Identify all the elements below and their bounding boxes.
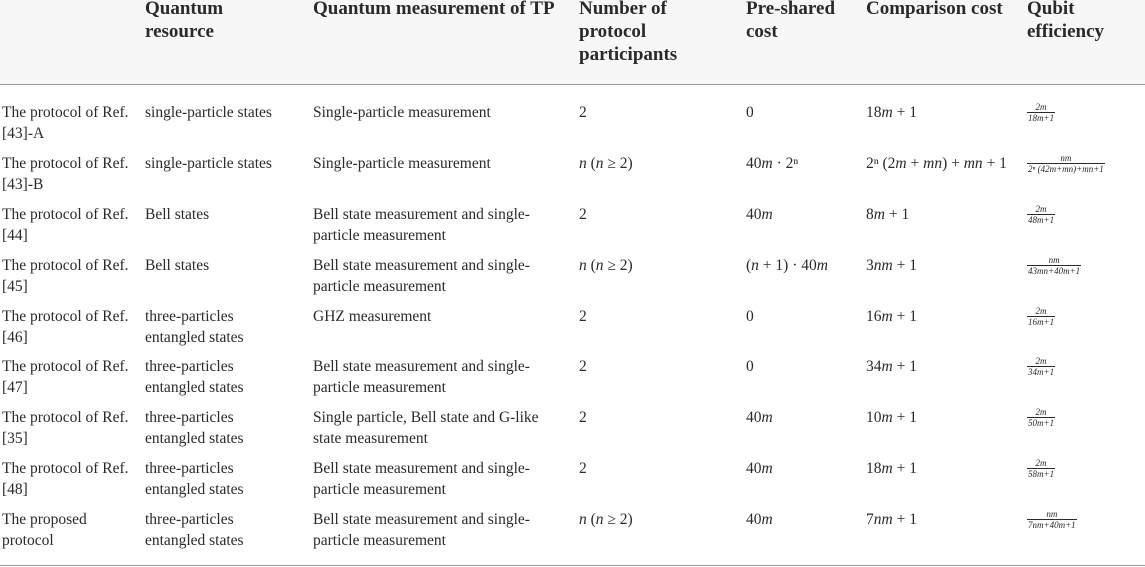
cell-participants: 2 — [579, 308, 587, 325]
cell-quantum-measurement: Bell state measurement and single-particle measurement — [313, 460, 530, 498]
cell-protocol: The protocol of Ref. [46] — [2, 308, 129, 346]
cell-comparison-cost: 16m + 1 — [866, 308, 917, 325]
header-preshared-cost: Pre-shared cost — [746, 0, 836, 42]
fraction-numerator: nm — [1046, 509, 1058, 519]
fraction-denominator: 2ⁿ (42m+mn)+mn+1 — [1028, 164, 1104, 174]
cell-participants: n (n ≥ 2) — [579, 257, 633, 274]
fraction-denominator: 7nm+40m+1 — [1028, 520, 1076, 530]
cell-participants: n (n ≥ 2) — [579, 511, 633, 528]
cell-protocol: The proposed protocol — [2, 511, 87, 549]
fraction — [1027, 458, 1055, 479]
fraction-denominator: 50m+1 — [1028, 418, 1055, 428]
cell-quantum-resource: single-particle states — [145, 155, 272, 172]
fraction-numerator: 2m — [1035, 204, 1047, 214]
cell-comparison-cost: 34m + 1 — [866, 358, 917, 375]
fraction-numerator: nm — [1060, 153, 1072, 163]
fraction — [1027, 306, 1055, 327]
cell-participants: 2 — [579, 460, 587, 477]
fraction — [1027, 153, 1105, 174]
cell-qubit-efficiency — [1027, 458, 1142, 483]
cell-quantum-measurement: Bell state measurement and single-particle measurement — [313, 511, 530, 549]
fraction-numerator: 2m — [1035, 407, 1047, 417]
cell-quantum-measurement: Single particle, Bell state and G-like state measurement — [313, 409, 539, 447]
cell-protocol: The protocol of Ref. [43]-A — [2, 104, 129, 142]
fraction-numerator: nm — [1048, 255, 1060, 265]
table-header — [0, 0, 1145, 85]
cell-preshared-cost: 0 — [746, 358, 754, 375]
fraction-denominator: 48m+1 — [1028, 215, 1055, 225]
cell-qubit-efficiency — [1027, 153, 1142, 178]
cell-preshared-cost: (n + 1) · 40m — [746, 257, 828, 274]
fraction — [1027, 255, 1081, 276]
cell-comparison-cost: 18m + 1 — [866, 460, 917, 477]
cell-comparison-cost: 2ⁿ (2m + mn) + mn + 1 — [866, 155, 1007, 172]
fraction-denominator: 43mn+40m+1 — [1028, 266, 1081, 276]
cell-quantum-resource: three-particles entangled states — [145, 308, 244, 346]
fraction-denominator: 18m+1 — [1028, 113, 1055, 123]
header-quantum-resource: Quantum resource — [145, 0, 224, 42]
cell-preshared-cost: 40m — [746, 460, 773, 477]
cell-comparison-cost: 18m + 1 — [866, 104, 917, 121]
cell-quantum-resource: single-particle states — [145, 104, 272, 121]
cell-comparison-cost: 8m + 1 — [866, 206, 910, 223]
header-quantum-measurement: Quantum measurement of TP — [313, 0, 555, 19]
cell-quantum-measurement: Bell state measurement and single-particle measurement — [313, 358, 530, 396]
cell-quantum-resource: Bell states — [145, 257, 210, 274]
cell-quantum-resource: three-particles entangled states — [145, 358, 244, 396]
cell-protocol: The protocol of Ref. [48] — [2, 460, 129, 498]
cell-quantum-measurement: Single-particle measurement — [313, 104, 491, 121]
fraction-denominator: 16m+1 — [1028, 317, 1055, 327]
cell-preshared-cost: 40m · 2ⁿ — [746, 155, 799, 172]
header-comparison-cost: Comparison cost — [866, 0, 1003, 19]
cell-preshared-cost: 0 — [746, 104, 754, 121]
fraction-numerator: 2m — [1035, 356, 1047, 366]
cell-qubit-efficiency — [1027, 204, 1142, 229]
cell-protocol: The protocol of Ref. [44] — [2, 206, 129, 244]
fraction — [1027, 356, 1055, 377]
cell-quantum-measurement: Bell state measurement and single-particle measurement — [313, 257, 530, 295]
header-qubit-efficiency: Qubit efficiency — [1027, 0, 1105, 42]
fraction-denominator: 34m+1 — [1028, 367, 1055, 377]
cell-preshared-cost: 40m — [746, 511, 773, 528]
cell-protocol: The protocol of Ref. [47] — [2, 358, 129, 396]
cell-comparison-cost: 10m + 1 — [866, 409, 917, 426]
cell-quantum-resource: three-particles entangled states — [145, 409, 244, 447]
cell-preshared-cost: 40m — [746, 409, 773, 426]
cell-preshared-cost: 0 — [746, 308, 754, 325]
cell-protocol: The protocol of Ref. [43]-B — [2, 155, 129, 193]
cell-participants: 2 — [579, 358, 587, 375]
cell-qubit-efficiency — [1027, 509, 1142, 534]
cell-quantum-measurement: Single-particle measurement — [313, 155, 491, 172]
cell-participants: 2 — [579, 206, 587, 223]
fraction — [1027, 102, 1055, 123]
cell-qubit-efficiency — [1027, 255, 1142, 280]
fraction — [1027, 204, 1055, 225]
cell-comparison-cost: 7nm + 1 — [866, 511, 917, 528]
cell-qubit-efficiency — [1027, 356, 1142, 381]
header-participants: Number of protocol participants — [579, 0, 678, 65]
cell-qubit-efficiency — [1027, 407, 1142, 432]
cell-participants: 2 — [579, 104, 587, 121]
fraction-numerator: 2m — [1035, 306, 1047, 316]
cell-participants: 2 — [579, 409, 587, 426]
fraction-denominator: 58m+1 — [1028, 469, 1055, 479]
fraction — [1027, 509, 1077, 530]
fraction — [1027, 407, 1055, 428]
cell-protocol: The protocol of Ref. [35] — [2, 409, 129, 447]
cell-participants: n (n ≥ 2) — [579, 155, 633, 172]
fraction-numerator: 2m — [1035, 102, 1047, 112]
cell-qubit-efficiency — [1027, 102, 1142, 127]
cell-quantum-resource: three-particles entangled states — [145, 460, 244, 498]
cell-comparison-cost: 3nm + 1 — [866, 257, 917, 274]
table-bottom-rule — [0, 565, 1145, 566]
cell-protocol: The protocol of Ref. [45] — [2, 257, 129, 295]
cell-quantum-measurement: GHZ measurement — [313, 308, 432, 325]
cell-qubit-efficiency — [1027, 306, 1142, 331]
fraction-numerator: 2m — [1035, 458, 1047, 468]
cell-quantum-resource: Bell states — [145, 206, 210, 223]
cell-quantum-measurement: Bell state measurement and single-particle measurement — [313, 206, 530, 244]
cell-preshared-cost: 40m — [746, 206, 773, 223]
cell-quantum-resource: three-particles entangled states — [145, 511, 244, 549]
